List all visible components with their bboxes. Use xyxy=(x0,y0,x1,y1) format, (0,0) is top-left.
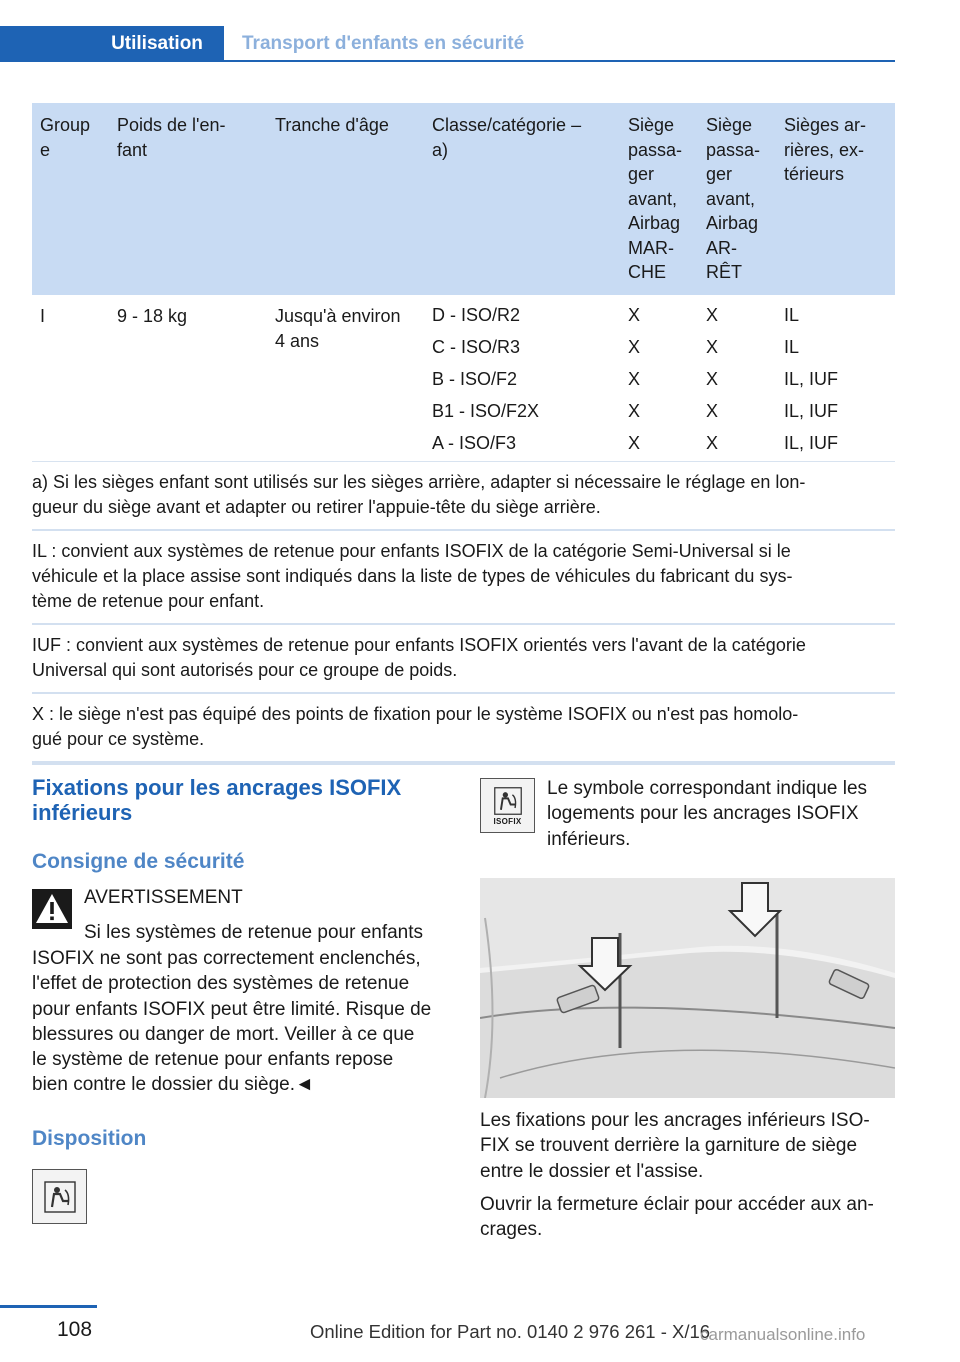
age-cell: Jusqu'à environ 4 ans xyxy=(275,306,401,351)
rear-item: IL xyxy=(784,305,800,325)
class-item: C - ISO/R3 xyxy=(432,337,521,357)
child-seat-icon xyxy=(493,786,523,816)
airbag-on-item: X xyxy=(628,401,641,421)
edition-text: Online Edition for Part no. 0140 2 976 261 - X/16 xyxy=(310,1321,711,1342)
airbag-on-item: X xyxy=(628,337,641,357)
child-seat-table xyxy=(32,103,895,765)
table-footnote: a) Si les sièges enfant sont utilisés sur les sièges arrière, adapter si nécessaire le réglage en lon- gueur du siège avant et adapter ou retirer l'appuie-tête du siège arrière. xyxy=(32,462,895,531)
rear-item: IL xyxy=(784,337,800,357)
table-footnote: IUF : convient aux systèmes de retenue pour enfants ISOFIX orientés vers l'avant de la catégorie Universal qui sont autorisés pour ce groupe de poids. xyxy=(32,625,895,694)
table-header-cell: Group e xyxy=(40,115,91,160)
isofix-label: ISOFIX xyxy=(493,816,522,826)
table-row xyxy=(32,295,895,462)
page-header xyxy=(0,26,895,62)
isofix-anchor-photo xyxy=(480,878,895,1098)
rear-item: IL, IUF xyxy=(784,433,839,453)
airbag-off-item: X xyxy=(706,401,719,421)
footer-rule xyxy=(0,1305,97,1308)
section-tab: Utilisation xyxy=(0,26,224,62)
airbag-off-cell xyxy=(698,304,776,461)
rear-item: IL, IUF xyxy=(784,369,839,389)
seat-illustration xyxy=(480,878,895,1098)
table-footnote: IL : convient aux systèmes de retenue pour enfants ISOFIX de la catégorie Semi-Universal si le véhicule et la place assise sont indiqués dans la liste de types de véhicules du fabricant du sys- tème de retenue pour enfant. xyxy=(32,531,895,625)
airbag-on-item: X xyxy=(628,305,641,325)
symbol-description: Le symbole correspondant indique les logements pour les ancrages ISOFIX inférieurs. xyxy=(547,778,868,850)
table-header-cell: Classe/catégorie – a) xyxy=(432,115,582,160)
table-footnote: X : le siège n'est pas équipé des points de fixation pour le système ISOFIX ou n'est pas homolo- gué pour ce système. xyxy=(32,694,895,765)
page-number: 108 xyxy=(57,1318,93,1341)
isofix-symbol-icon xyxy=(480,778,535,833)
child-seat-icon xyxy=(43,1180,77,1214)
airbag-on-item: X xyxy=(628,433,641,453)
warning-title: AVERTISSEMENT xyxy=(84,887,243,908)
safety-heading: Consigne de sécurité xyxy=(32,850,245,873)
zipper-instruction-text: Ouvrir la fermeture éclair pour accéder aux an- crages. xyxy=(480,1194,874,1241)
rear-item: IL, IUF xyxy=(784,401,839,421)
airbag-off-item: X xyxy=(706,369,719,389)
anchors-location-text: Les fixations pour les ancrages inférieurs ISO- FIX se trouvent derrière la garniture de siège entre le dossier et l'assise. xyxy=(480,1110,870,1182)
class-cell xyxy=(424,304,620,461)
class-item: A - ISO/F3 xyxy=(432,433,517,453)
watermark: carmanualsonline.info xyxy=(700,1325,866,1344)
table-header-cell: Siège passa- ger avant, Airbag MAR- CHE xyxy=(628,115,683,282)
airbag-off-item: X xyxy=(706,305,719,325)
table-header-row xyxy=(32,103,895,295)
warning-text: Si les systèmes de retenue pour enfants xyxy=(84,922,424,943)
warning-text-continued: ISOFIX ne sont pas correctement enclenchés, l'effet de protection des systèmes de retenue pour enfants ISOFIX peut être limité. Risque de blessures ou danger de mort. Veiller à ce que le système de retenue pour enfants repose bien contre le dossier du siège.◄ xyxy=(32,948,432,1096)
airbag-on-item: X xyxy=(628,369,641,389)
class-item: B1 - ISO/F2X xyxy=(432,401,540,421)
table-header-cell: Sièges ar- rières, ex- térieurs xyxy=(784,115,867,184)
group-cell: I xyxy=(40,306,46,326)
class-item: D - ISO/R2 xyxy=(432,305,521,325)
airbag-on-cell xyxy=(620,304,698,461)
airbag-off-item: X xyxy=(706,433,719,453)
warning-icon xyxy=(32,889,72,929)
table-header-cell: Poids de l'en- fant xyxy=(117,115,226,160)
table-header-cell: Tranche d'âge xyxy=(275,115,389,135)
weight-cell: 9 - 18 kg xyxy=(117,306,188,326)
chapter-tab: Transport d'enfants en sécurité xyxy=(242,33,525,54)
disposition-heading: Disposition xyxy=(32,1127,147,1150)
isofix-seat-icon xyxy=(32,1169,87,1224)
rear-seats-cell xyxy=(776,304,895,461)
table-header-cell: Siège passa- ger avant, Airbag AR- RÊT xyxy=(706,115,761,282)
class-item: B - ISO/F2 xyxy=(432,369,518,389)
section-heading: Fixations pour les ancrages ISOFIX inférieurs xyxy=(32,775,402,825)
airbag-off-item: X xyxy=(706,337,719,357)
